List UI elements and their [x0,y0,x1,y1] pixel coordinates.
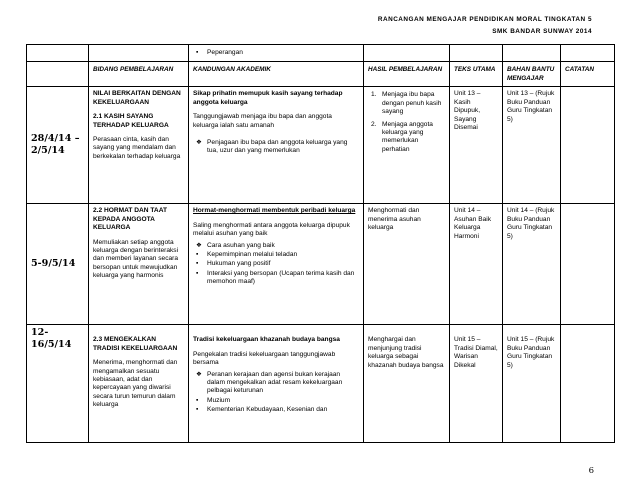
week-date: 28/4/14 – 2/5/14 [27,87,89,204]
bidang-subtitle: 2.1 KASIH SAYANG TERHADAP KELUARGA [93,113,169,129]
catatan-cell [561,87,615,204]
hasil-cell: Menghormati dan menerima asuhan keluarga [364,204,450,325]
continuation-row [27,45,615,62]
bidang-cell [89,204,189,325]
square-bullet-icon: ▪ [196,49,199,56]
page-number: 6 [588,466,594,476]
kandungan-para: Saling menghormati antara anggota keluarga dipupuk melalui asuhan yang baik [193,221,350,238]
kandungan-cell [189,87,364,204]
list-item: ▪ Kementerian Kebudayaan, Kesenian dan [196,406,328,414]
kandungan-heading: Sikap prihatin memupuk kasih sayang terhadap anggota keluarga [193,90,343,106]
list-item: ❖ Penjagaan ibu bapa dan anggota keluarga yang tua, uzur dan yang memerlukan [196,139,348,155]
kandungan-heading: Hormat-menghormati membentuk peribadi keluarga [193,207,356,215]
table-row [27,325,615,443]
bidang-title: NILAI BERKAITAN DENGAN KEKELUARGAAN [93,90,181,106]
bidang-desc: Memuliakan setiap anggota keluarga dengan berinteraksi dan memberi layanan secara bersopan untuk mewujudkan keluarga yang harmonis [93,238,179,280]
document-header-school: SMK BANDAR SUNWAY 2014 [492,28,592,35]
table-row [27,87,615,204]
diamond-bullet-icon: ❖ [196,241,202,249]
square-bullet-icon: ▪ [196,396,199,404]
list-item: 1. Menjaga ibu bapa dengan penuh kasih sayang [371,91,442,116]
diamond-bullet-icon: ❖ [196,370,202,378]
square-bullet-icon: ▪ [196,251,199,259]
bidang-title: 2.2 HORMAT DAN TAAT KEPADA ANGGOTA KELUARGA [93,207,167,232]
table-row [27,204,615,325]
bahan-cell: Unit 14 – (Rujuk Buku Panduan Guru Tingkatan 5) [503,204,561,325]
bidang-desc: Perasaan cinta, kasih dan sayang yang mendalam dan berkekalan terhadap keluarga [93,136,181,160]
list-item: ❖ Peranan kerajaan dan agensi bukan kerajaan dalam mengekalkan adat resam kekeluargaan pelbagai keturunan [196,370,343,395]
col-header-catatan: CATATAN [561,62,615,87]
square-bullet-icon: ▪ [196,269,199,277]
continuation-cell [189,45,364,62]
catatan-cell [561,204,615,325]
bidang-title: 2.3 MENGEKALKAN TRADISI KEKELUARGAAN [93,336,178,352]
col-header-bahan: BAHAN BANTU MENGAJAR [503,62,561,87]
kandungan-cell [189,325,364,443]
col-header-bidang: BIDANG PEMBELAJARAN [89,62,189,87]
bidang-cell [89,325,189,443]
list-item: ▪ Muzium [196,396,231,404]
diamond-bullet-icon: ❖ [196,139,202,147]
hasil-cell: Menghargai dan menjunjung tradisi keluarga sebagai khazanah budaya bangsa [364,325,450,443]
catatan-cell [561,325,615,443]
kandungan-heading: Tradisi kekeluargaan khazanah budaya bangsa [193,336,340,344]
document-header-title: RANCANGAN MENGAJAR PENDIDIKAN MORAL TINGKATAN 5 [377,16,592,23]
bahan-cell: Unit 15 – (Rujuk Buku Panduan Guru Tingkatan 5) [503,325,561,443]
teks-cell: Unit 13 – Kasih Dipupuk, Sayang Disemai [450,87,503,204]
bullet-text: Peperangan [207,49,243,56]
week-date: 12-16/5/14 [27,325,89,443]
col-header-teks: TEKS UTAMA [450,62,503,87]
col-header-hasil: HASIL PEMBELAJARAN [364,62,450,87]
kandungan-cell [189,204,364,325]
column-header-row [27,62,615,87]
list-item: 2. Menjaga anggota keluarga yang memerlukan perhatian [371,120,433,153]
list-item: ▪ Interaksi yang bersopan (Ucapan terima kasih dan memohon maaf) [196,269,355,286]
week-date: 5-9/5/14 [27,204,89,325]
kandungan-para: Tanggungjawab menjaga ibu bapa dan anggota keluarga ialah satu amanah [193,113,332,129]
square-bullet-icon: ▪ [196,260,199,268]
bidang-cell [89,87,189,204]
teks-cell: Unit 15 – Tradisi Diamal, Warisan Dikekal [450,325,503,443]
bidang-desc: Menerima, menghormati dan mengamalkan sesuatu kebiasaan, adat dan kepercayaan yang diwarisi secara turun temurun dalam keluarga [93,359,178,409]
square-bullet-icon: ▪ [196,406,199,414]
list-item: ▪ Kepemimpinan melalui teladan [196,251,298,259]
list-item: ▪ Hukuman yang positif [196,260,271,268]
kandungan-para: Pengekalan tradisi kekeluargaan tanggungjawab bersama [193,350,336,367]
lesson-plan-table [26,44,615,443]
col-header-kandungan: KANDUNGAN AKADEMIK [189,62,364,87]
teks-cell: Unit 14 – Asuhan Baik Keluarga Harmoni [450,204,503,325]
bahan-cell: Unit 13 – (Rujuk Buku Panduan Guru Tingkatan 5) [503,87,561,204]
hasil-cell [364,87,450,204]
list-item: ❖ Cara asuhan yang baik [196,241,275,249]
